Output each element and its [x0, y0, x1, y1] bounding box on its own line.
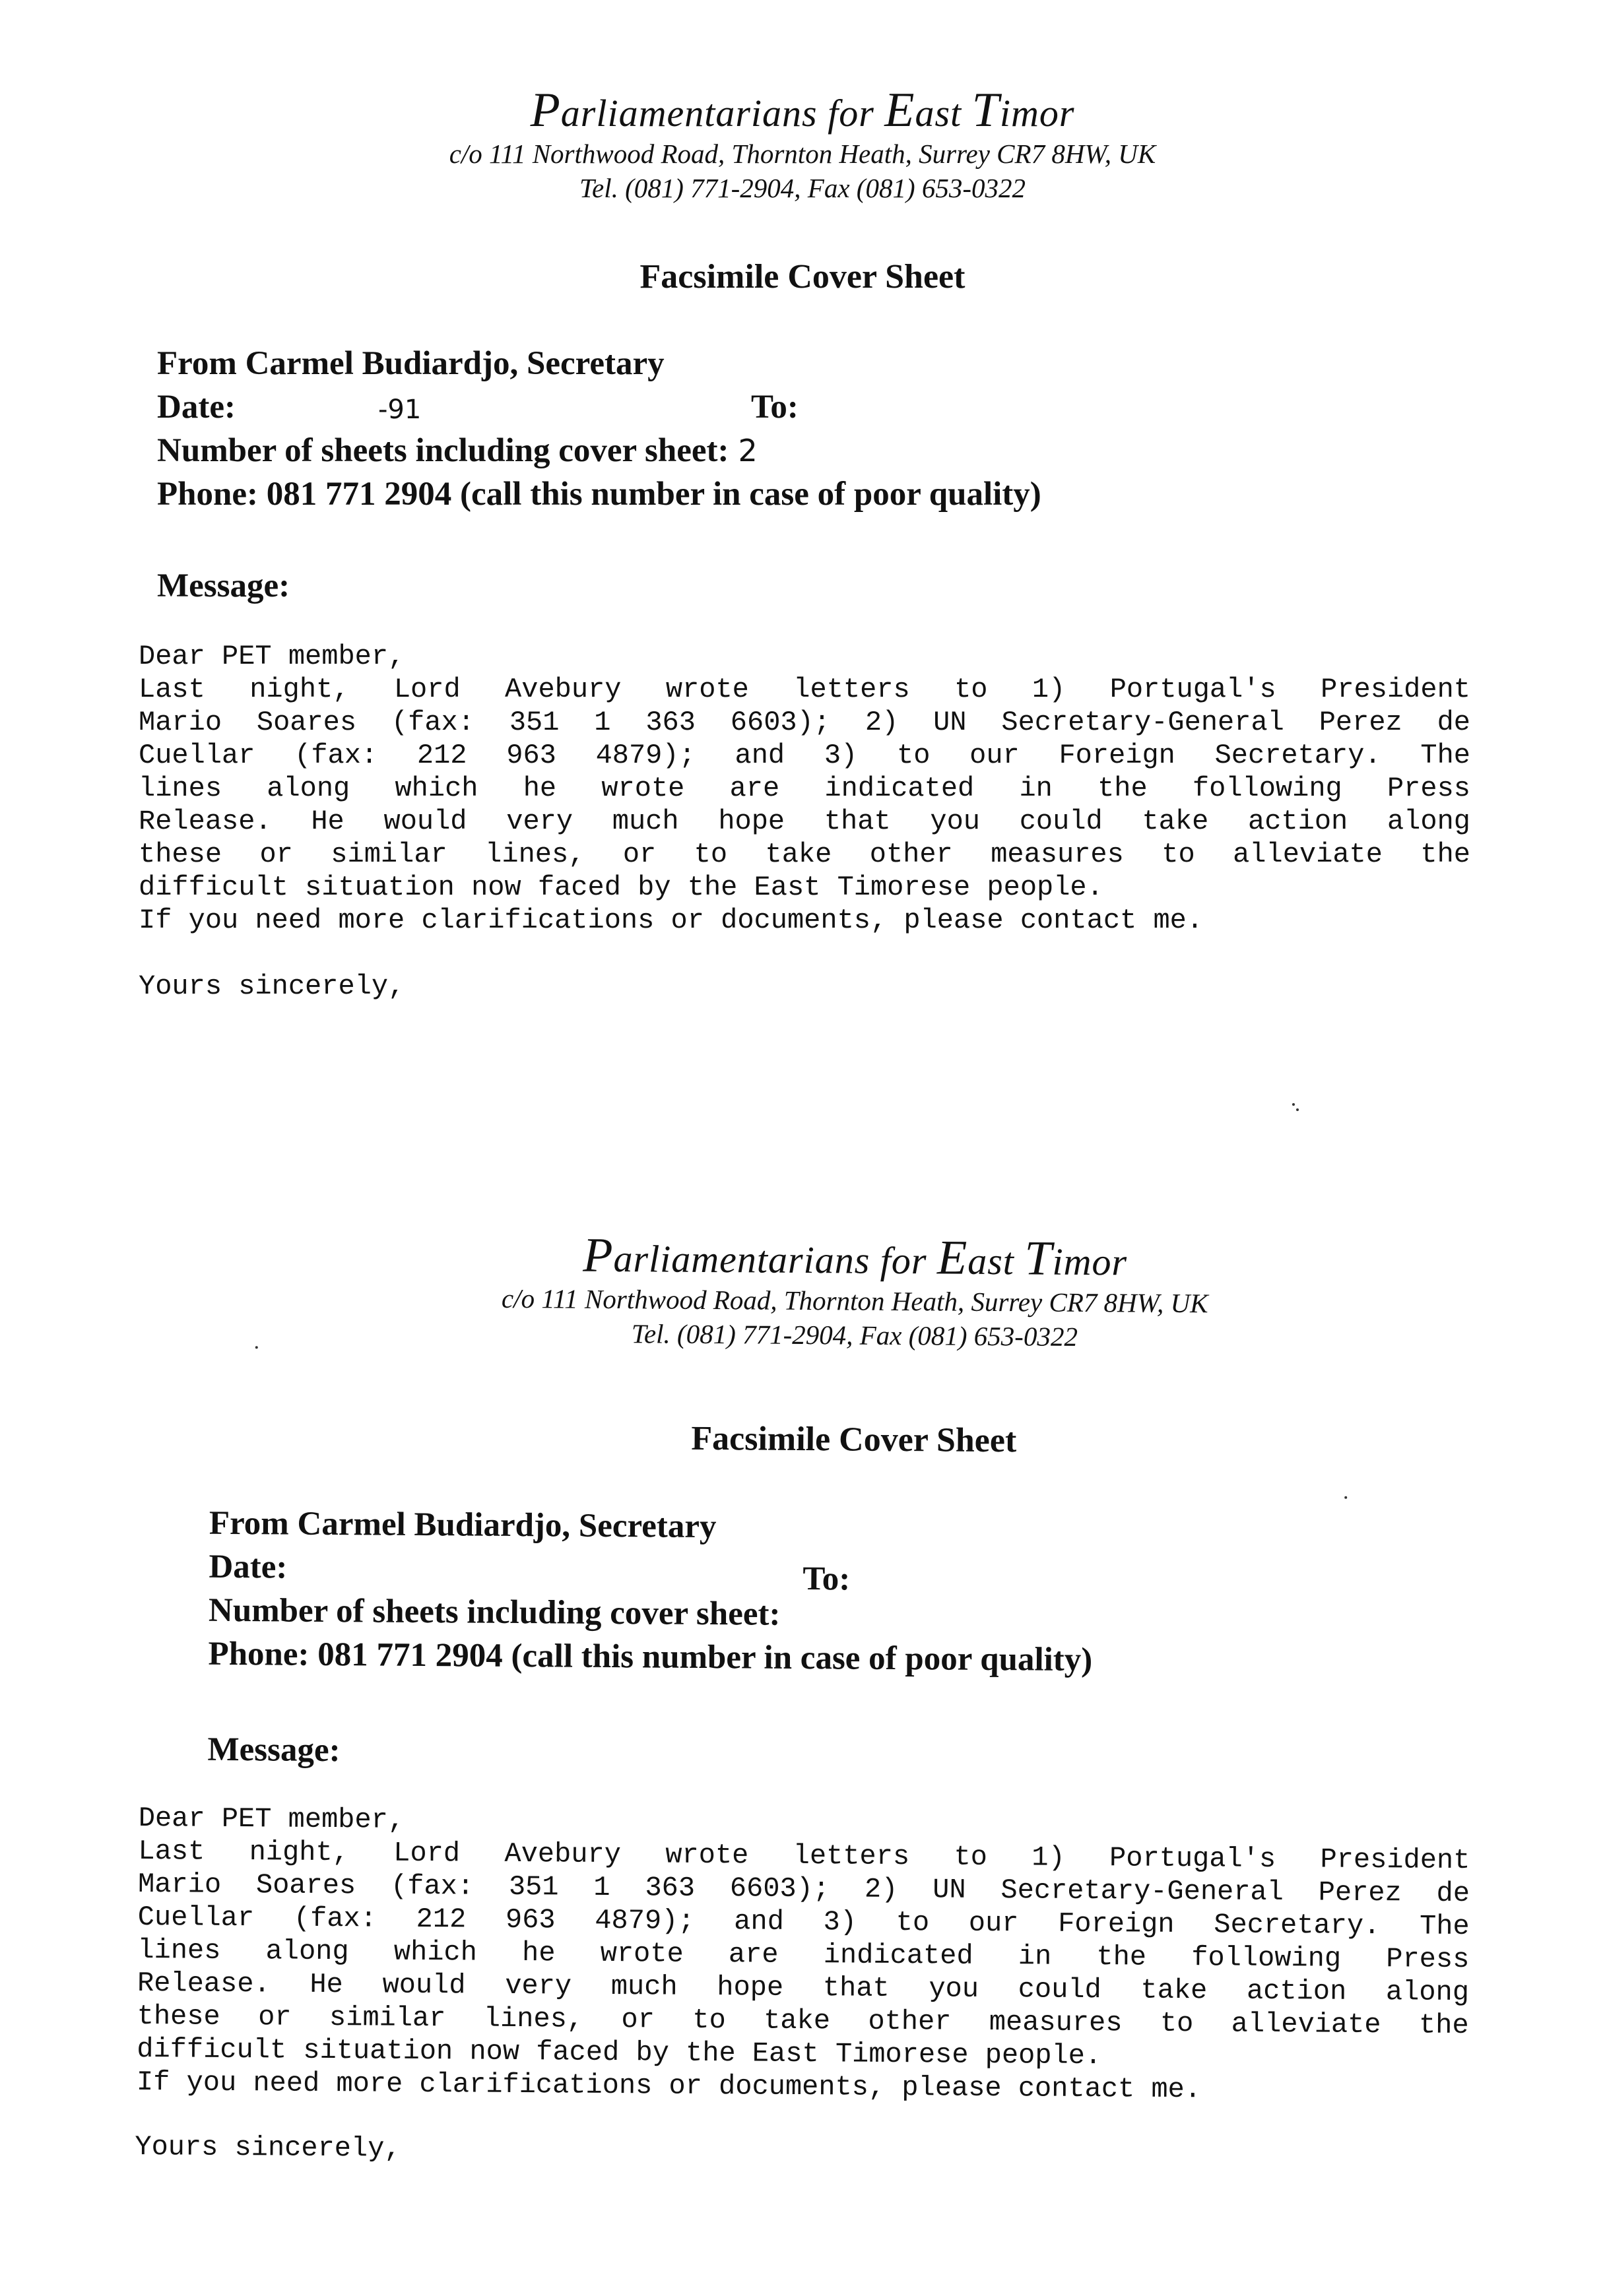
- organization-telephone: Tel. (081) 771-2904, Fax (081) 653-0322: [631, 1318, 1078, 1352]
- fax-cover-sheet-2: [0, 1228, 1605, 2165]
- to-label: To:: [802, 1560, 851, 1598]
- sheets-count-value: 2: [738, 433, 758, 468]
- body-line: Release. He would very much hope that you could take action along: [139, 806, 1470, 837]
- letterhead: [52, 1228, 1605, 1358]
- body-line: difficult situation now faced by the East Timorese people.: [139, 872, 1103, 903]
- body-line: Mario Soares (fax: 351 1 363 6603); 2) UN Secretary-General Perez de: [137, 1868, 1470, 1910]
- date-label: Date:: [209, 1548, 288, 1586]
- fax-header-fields: [208, 1502, 1463, 1684]
- fax-title: Facsimile Cover Sheet: [691, 1419, 1017, 1460]
- body-line: lines along which he wrote are indicated in the following Press: [137, 1934, 1470, 1976]
- body-line: Cuellar (fax: 212 963 4879); and 3) to our Foreign Secretary. The: [139, 740, 1470, 771]
- scan-speck: [1296, 1108, 1299, 1111]
- body-line: Last night, Lord Avebury wrote letters to 1) Portugal's President: [139, 674, 1470, 705]
- body-line: lines along which he wrote are indicated in the following Press: [139, 773, 1470, 804]
- scan-speck: [1344, 1496, 1347, 1499]
- body-line: these or similar lines, or to take other measures to alleviate the: [139, 839, 1470, 870]
- from-line: From Carmel Budiardjo, Secretary: [157, 345, 665, 382]
- organization-address: c/o 111 Northwood Road, Thornton Heath, Surrey CR7 8HW, UK: [501, 1283, 1208, 1319]
- message-body: [137, 1802, 1470, 2108]
- organization-name: Parliamentarians for East Timor: [583, 1228, 1128, 1286]
- from-line: From Carmel Budiardjo, Secretary: [209, 1504, 717, 1546]
- phone-line: Phone: 081 771 2904 (call this number in case of poor quality): [208, 1635, 1093, 1679]
- message-label: Message:: [207, 1731, 341, 1770]
- date-label: Date:: [157, 389, 236, 426]
- fax-header-fields: [157, 342, 1411, 516]
- closing: Yours sincerely,: [139, 971, 405, 1002]
- letterhead: [0, 83, 1605, 205]
- scan-speck: [255, 1346, 258, 1349]
- body-final-line: If you need more clarifications or documents, please contact me.: [139, 905, 1204, 936]
- date-line: [157, 385, 1411, 429]
- organization-name: Parliamentarians for East Timor: [530, 83, 1075, 137]
- phone-line: Phone: 081 771 2904 (call this number in case of poor quality): [157, 476, 1041, 513]
- scan-speck: [1292, 1103, 1295, 1106]
- organization-telephone: Tel. (081) 771-2904, Fax (081) 653-0322: [579, 173, 1026, 203]
- sheets-count-line: [157, 429, 1411, 472]
- body-line: these or similar lines, or to take other measures to alleviate the: [137, 2000, 1469, 2042]
- sheets-count-label: Number of sheets including cover sheet:: [208, 1591, 781, 1633]
- body-line: Mario Soares (fax: 351 1 363 6603); 2) UN Secretary-General Perez de: [139, 707, 1470, 738]
- date-value: -91: [378, 395, 422, 425]
- body-line: difficult situation now faced by the East Timorese people.: [137, 2033, 1102, 2072]
- to-label: To:: [751, 389, 799, 426]
- greeting: Dear PET member,: [138, 1802, 405, 1836]
- closing: Yours sincerely,: [135, 2130, 401, 2165]
- organization-address: c/o 111 Northwood Road, Thornton Heath, Surrey CR7 8HW, UK: [449, 139, 1156, 169]
- body-line: Release. He would very much hope that you could take action along: [137, 1967, 1470, 2009]
- message-body: [139, 640, 1470, 937]
- message-label: Message:: [157, 567, 290, 604]
- greeting: Dear PET member,: [139, 641, 405, 672]
- sheets-count-label: Number of sheets including cover sheet:: [157, 432, 729, 469]
- fax-title: Facsimile Cover Sheet: [639, 258, 966, 296]
- body-line: Last night, Lord Avebury wrote letters to 1) Portugal's President: [138, 1835, 1470, 1877]
- body-final-line: If you need more clarifications or documents, please contact me.: [136, 2066, 1202, 2106]
- body-line: Cuellar (fax: 212 963 4879); and 3) to our Foreign Secretary. The: [137, 1901, 1470, 1943]
